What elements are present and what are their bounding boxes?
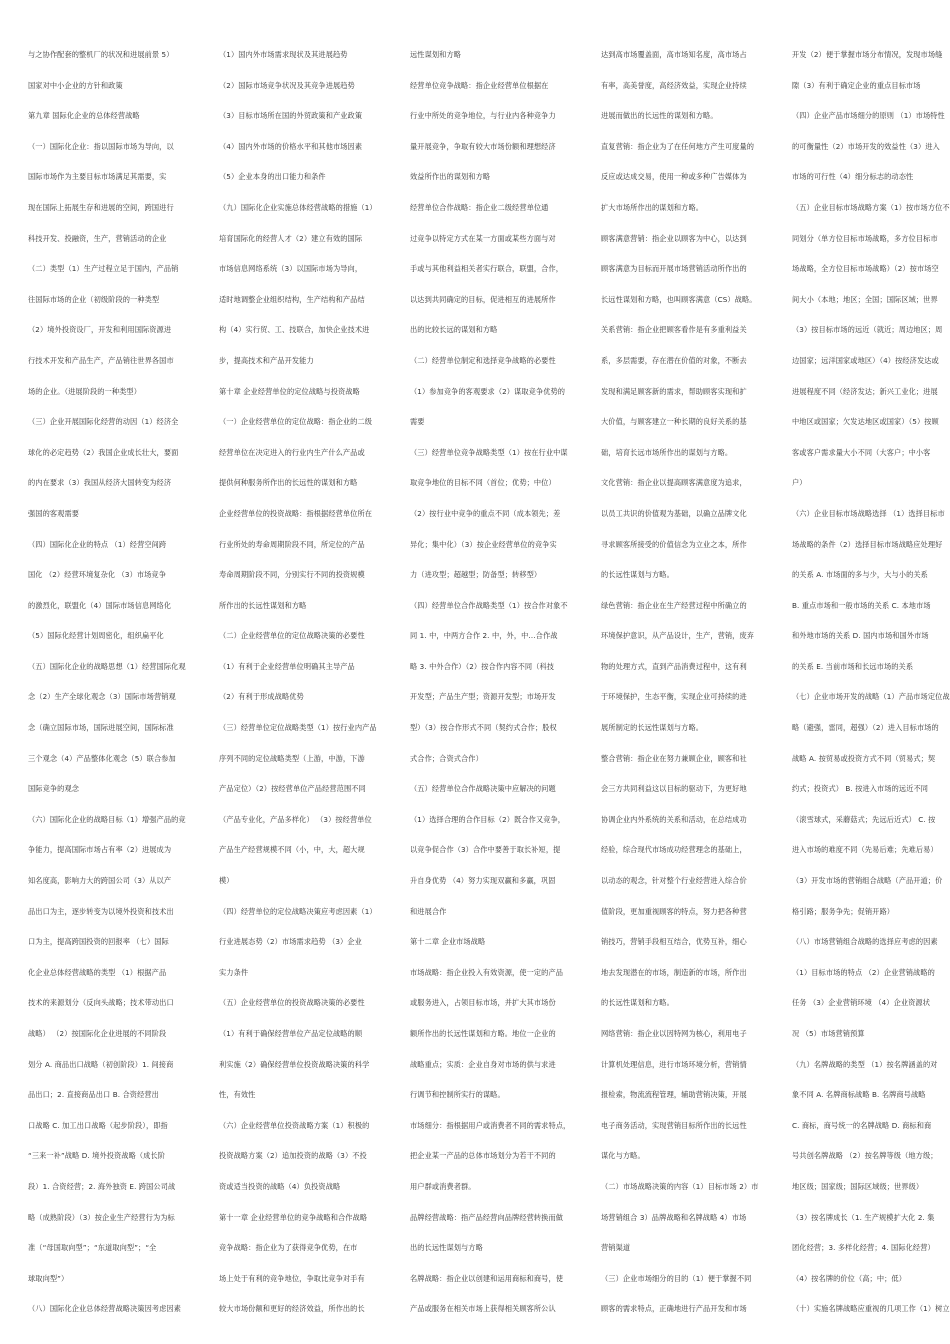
text-line: （八）国际化企业总体经营战略决策因考虑因素: [28, 1304, 182, 1314]
text-line: 式合作；合资式合作）: [410, 753, 483, 763]
text-line: 格引路；服务争先；促销开路）: [792, 906, 895, 916]
text-line: “三来一补”战略 D. 境外投资战略（成长阶: [28, 1151, 166, 1161]
text-line: 市场信息网络系统（3）以国际市场为导向，: [219, 264, 363, 274]
text-line: 值阶段，更加重视顾客的特点，努力把各种营: [601, 906, 747, 916]
text-line: 球化的必定趋势（2）我国企业成长壮大，要面: [28, 447, 179, 457]
text-line: 团化经营；3. 多样化经营；4. 国际化经营）: [792, 1243, 935, 1253]
text-line: 念（2）生产全球化观念（3）国际市场营销观: [28, 692, 176, 702]
text-line: 中地区或国家；欠发达地区或国家）（5）按顾: [792, 417, 939, 427]
text-line: （八）市场营销组合战略的选择应考虑的因素: [792, 937, 938, 947]
text-line: （4）国内外市场的价格水平和其他市场因素: [219, 141, 363, 151]
text-line: 的长远性谋划和方略。: [601, 998, 674, 1008]
text-line: 经营单位合作战略：指企业二级经营单位通: [410, 202, 549, 212]
text-line: 战略 A. 按贸易或投资方式不同（贸易式；契: [792, 753, 936, 763]
text-line: （二）类型（1）生产过程立足于国内，产品销: [28, 264, 179, 274]
text-line: （1）有利于企业经营单位明确其主导产品: [219, 661, 355, 671]
text-line: （九）国际化企业实施总体经营战略的措施（1）: [219, 202, 377, 212]
text-line: （4）按名牌的价位（高；中；低）: [792, 1273, 906, 1283]
text-line: （3）按目标市场的远近（就近；周边地区；周: [792, 325, 943, 335]
text-line: 实力条件: [219, 967, 249, 977]
text-line: 的激烈化，联盟化（4）国际市场信息网络化: [28, 600, 172, 610]
text-line: 顾客满意为目标而开展市场营销活动所作出的: [601, 264, 747, 274]
text-line: 现在国际上拓展生存和进展的空间，跨国进行: [28, 202, 174, 212]
text-line: 关系营销：指企业把顾客看作是有多重利益关: [601, 325, 747, 335]
text-line: 产品生产经营规模不同（小，中，大，超大规: [219, 845, 365, 855]
text-line: （滚雪球式，采蘑菇式；先远后近式） C. 按: [792, 814, 936, 824]
text-line: 的长远性谋划与方略。: [601, 570, 674, 580]
text-line: 扩大市场所作出的谋划和方略。: [601, 202, 704, 212]
text-line: 任务 （3）企业营销环境 （4）企业资源状: [792, 998, 931, 1008]
text-line: 地去发现潜在的市场，制造新的市场，所作出: [601, 967, 747, 977]
text-line: 的关系 A. 市场面的多与少，大与小的关系: [792, 570, 928, 580]
text-line: 同 1. 中，中两方合作 2. 中，外，中…合作战: [410, 631, 558, 641]
text-line: 于环境保护，生态平衡，实现企业可持续的进: [601, 692, 747, 702]
text-line: 网络营销：指企业以因特网为核心，利用电子: [601, 1029, 747, 1038]
text-line: 顾客满意营销：指企业以顾客为中心，以达到: [601, 233, 747, 243]
text-line: 销技巧，营销手段相互结合，优势互补，细心: [601, 937, 747, 947]
text-line: （三）经营单位竞争战略类型（1）按在行业中谋: [410, 447, 568, 457]
text-column-2: [219, 40, 402, 1344]
text-line: 争能力，提高国际市场占有率（2）进展成为: [28, 845, 172, 855]
text-line: 隙（3）有利于确定企业的重点目标市场: [792, 80, 921, 90]
text-column-4: [601, 40, 784, 1344]
text-line: 场战略的条件（2）选择目标市场战略应处理好: [792, 539, 943, 549]
text-line: 市场的可行性（4）细分标志的动态性: [792, 172, 914, 182]
text-line: 国家对中小企业的方针和政策: [28, 80, 123, 90]
text-line: 长远性谋划和方略，也叫顾客满意（CS）战略。: [601, 294, 757, 304]
text-line: （二）经营单位制定和选择竞争战略的必要性: [410, 355, 556, 365]
text-line: （四）国际化企业的特点 （1）经营空间跨: [28, 539, 167, 549]
text-line: 名牌战略：指企业以创建和运用商标和商号，使: [410, 1273, 564, 1283]
text-line: 需要: [410, 417, 425, 427]
text-line: 产品定位）（2）按经营单位产品经营范围不同: [219, 784, 366, 794]
text-line: 系，多层需要，存在潜在价值的对象，不断去: [601, 355, 747, 365]
text-line: （二）市场战略决策的内容（1）目标市场 2）市: [601, 1181, 759, 1191]
text-line: 发现和满足顾客新的需求，帮助顾客实现和扩: [601, 386, 747, 396]
text-line: 口为主，提高跨国投资的回报率 （七）国际: [28, 937, 169, 947]
text-line: 手或与其他利益相关者实行联合，联盟，合作，: [410, 264, 564, 274]
text-line: 品牌经营战略：指产品经营向品牌经营转换而做: [410, 1212, 564, 1222]
text-line: 文化营销：指企业以提高顾客满意度为追求，: [601, 478, 747, 488]
text-line: 直复营销：指企业为了在任何地方产生可度量的: [601, 141, 755, 151]
text-line: 利实施（2）确保经营单位投资战略决策的科学: [219, 1059, 370, 1069]
text-line: 况 （5）市场营销预算: [792, 1029, 865, 1038]
text-line: 效益所作出的谋划和方略: [410, 172, 491, 182]
text-line: 寻求顾客所接受的价值信念为立业之本，所作: [601, 539, 747, 549]
text-line: 顾客的需求特点，正确地进行产品开发和市场: [601, 1304, 747, 1314]
text-line: 以达到共同确定的目标，促进相互的进展所作: [410, 294, 556, 304]
text-line: （1）有利于确保经营单位产品定位战略的顺: [219, 1029, 363, 1038]
text-column-3: [410, 40, 593, 1344]
text-line: 化企业总体经营战略的类型 （1）根据产品: [28, 967, 167, 977]
text-line: 第十二章 企业市场战略: [410, 937, 486, 947]
text-line: 行业进展态势（2）市场需求趋势 （3）企业: [219, 937, 362, 947]
text-line: 口战略 C. 加工出口战略（起步阶段），即指: [28, 1120, 168, 1130]
text-line: 约式；投资式） B. 按进入市场的远近不同: [792, 784, 929, 794]
text-line: 步，提高技术和产品开发能力: [219, 355, 314, 365]
text-line: （六）企业目标市场战略选择 （1）选择目标市: [792, 508, 945, 518]
text-line: 谋化与方略。: [601, 1151, 645, 1161]
text-line: 会三方共同利益这以目标的驱动下，为更好地: [601, 784, 747, 794]
text-line: 球取向型”）: [28, 1273, 69, 1283]
text-line: 额所作出的长远性谋划和方略。地位一企业的: [410, 1029, 556, 1038]
text-line: （四）经营单位的定位战略决策应考虑因素（1）: [219, 906, 377, 916]
text-line: （3）按名牌成长（1. 生产规模扩大化 2. 集: [792, 1212, 935, 1222]
text-line: 出的长远性谋划与方略: [410, 1243, 483, 1253]
text-line: 间大小（本地；地区；全国；国际区域；世界: [792, 294, 938, 304]
text-line: 战略） （2）按国际化企业进展的不同阶段: [28, 1029, 167, 1038]
text-line: 市场战略：指企业投入有效资源，使一定的产品: [410, 967, 564, 977]
text-line: 绿色营销：指企业在生产经营过程中所确立的: [601, 600, 747, 610]
text-line: （3）开发市场的营销组合战略（产品开道；价: [792, 876, 943, 886]
text-line: 取竞争地位的目标不同（首位；优势；中位）: [410, 478, 556, 488]
text-line: （1）选择合理的合作目标（2）既合作又竞争，: [410, 814, 566, 824]
text-line: （2）境外投资设厂，开发和利用国际资源进: [28, 325, 172, 335]
text-line: 号共创名牌战略 （2）按名牌等级（地方级；: [792, 1151, 938, 1161]
text-line: 略（成熟阶段）（3）按企业生产经营行为为标: [28, 1212, 175, 1222]
text-line: 电子商务活动，实现营销目标所作出的长远性: [601, 1120, 747, 1130]
text-line: 略（避强，雷同，超强）（2）进入目标市场的: [792, 723, 939, 733]
text-line: 战略重点；实质：企业自身对市场的供与求进: [410, 1059, 556, 1069]
text-line: 经验，综合现代市场成功经营理念的基础上，: [601, 845, 747, 855]
text-line: 场上处于有利的竞争地位，争取比竞争对手有: [219, 1273, 365, 1283]
text-line: 市场细分：指根据用户或消费者不同的需求特点，: [410, 1120, 571, 1130]
text-line: （五）企业经营单位的投资战略决策的必要性: [219, 998, 365, 1008]
text-line: （5）国际化经营计划周密化，组织扁平化: [28, 631, 164, 641]
text-line: （五）企业目标市场战略方案（1）按市场方位不: [792, 202, 950, 212]
text-line: （2）有利于形成战略优势: [219, 692, 304, 702]
text-line: （六）企业经营单位投资战略方案（1）积极的: [219, 1120, 370, 1130]
text-line: 的关系 E. 当前市场和长远市场的关系: [792, 661, 914, 671]
text-line: 寿命周期阶段不同，分别实行不同的投资规模: [219, 570, 365, 580]
text-line: 计算机处理信息，进行市场环境分析，营销情: [601, 1059, 747, 1069]
text-line: 物的处理方式，直到产品消费过程中，这有利: [601, 661, 747, 671]
text-line: 边国家；远洋国家或地区）（4）按经济发达或: [792, 355, 939, 365]
text-line: 型）（3）按合作形式不同（契约式合作；股权: [410, 723, 557, 733]
text-line: 象不同 A. 名牌商标战略 B. 名牌商号战略: [792, 1090, 926, 1100]
text-line: 科技开发、投融资，生产，营销活动的企业: [28, 233, 167, 243]
text-line: 行技术开发和产品生产，产品销往世界各国市: [28, 355, 174, 365]
text-line: 提供何种服务所作出的长远性的谋划和方略: [219, 478, 358, 488]
text-line: 第九章 国际化企业的总体经营战略: [28, 111, 140, 121]
text-line: 的内在要求（3）我国从经济大国转变为经济: [28, 478, 172, 488]
text-line: （三）企业开展国际化经营的动因（1）经济全: [28, 417, 179, 427]
text-line: （三）企业市场细分的目的（1）便于掌握不同: [601, 1273, 752, 1283]
text-line: 营销渠道: [601, 1243, 631, 1253]
text-line: （三）经营单位定位战略类型（1）按行业内产品: [219, 723, 377, 733]
text-line: 以员工共识的价值观为基础，以确立品牌文化: [601, 508, 747, 518]
text-line: 量开展竞争，争取有较大市场份额和理想经济: [410, 141, 556, 151]
text-line: （四）企业产品市场细分的原则 （1）市场特性: [792, 111, 945, 121]
text-line: 行调节和控制所实行的谋略。: [410, 1090, 505, 1100]
text-line: 技术的来源划分（反向头战略；技术带动出口: [28, 998, 174, 1008]
text-line: 或服务进入，占领目标市场，并扩大其市场份: [410, 998, 556, 1008]
text-line: 进展而做出的长远性的谋划和方略。: [601, 111, 718, 121]
text-line: 过竞争以特定方式在某一方面或某些方面与对: [410, 233, 556, 243]
text-line: 准（“母国取向型”；“东道取向型”；“全: [28, 1243, 157, 1253]
text-line: 国际市场作为主要目标市场满足其需要，实: [28, 172, 167, 182]
text-line: 出的比较长远的谋划和方略: [410, 325, 498, 335]
text-line: 培育国际化的经营人才（2）建立有效的国际: [219, 233, 363, 243]
text-line: 客或客户需求量大小不同（大客户；中小客: [792, 447, 931, 457]
text-line: 所作出的长远性谋划和方略: [219, 600, 307, 610]
text-line: （产品专业化，产品多样化） （3）按经营单位: [219, 814, 372, 824]
text-line: B. 重点市场和一般市场的关系 C. 本地市场: [792, 600, 931, 610]
text-line: 第十一章 企业经营单位的竞争战略和合作战略: [219, 1212, 368, 1222]
text-line: （七）企业市场开发的战略（1）产品市场定位战: [792, 692, 950, 702]
text-line: （二）企业经营单位的定位战略决策的必要性: [219, 631, 365, 641]
text-line: 企业经营单位的投资战略：指根据经营单位所在: [219, 508, 373, 518]
text-line: 开发（2）便于掌握市场分布情况，发现市场缝: [792, 50, 943, 59]
text-line: 力（进攻型；超越型；防备型；转移型）: [410, 570, 542, 580]
text-column-1: [28, 40, 211, 1344]
text-line: C. 商标，商号统一的名牌战略 D. 商标和商: [792, 1120, 932, 1130]
text-line: （十）实施名牌战略应重视的几项工作（1）树立: [792, 1304, 950, 1314]
text-line: （2）按行业中竞争的重点不同（成本领先；差: [410, 508, 561, 518]
text-line: 异化；集中化）（3）按企业经营单位的竞争实: [410, 539, 557, 549]
text-line: 行业中所处的竞争地位，与行业内各种竞争力: [410, 111, 556, 121]
text-line: 适时地调整企业组织结构，生产结构和产品结: [219, 294, 365, 304]
text-line: （一）企业经营单位的定位战略：指企业的二级: [219, 417, 373, 427]
text-line: 展所制定的长远性谋划与方略。: [601, 723, 704, 733]
text-line: 地区级；国家级；国际区域级；世界级）: [792, 1181, 924, 1191]
text-line: 把企业某一产品的总体市场划分为若干不同的: [410, 1151, 556, 1161]
text-line: 大价值，与顾客建立一种长期的良好关系的基: [601, 417, 747, 427]
text-line: 报检索，物流流程管理，辅助营销决策，开展: [601, 1090, 747, 1100]
text-line: （五）国际化企业的战略思想（1）经营国际化观: [28, 661, 186, 671]
text-line: 性，有效性: [219, 1090, 256, 1100]
text-line: 强国的客观需要: [28, 508, 80, 518]
text-line: （五）经营单位合作战略决策中应解决的问题: [410, 784, 556, 794]
text-line: 国化 （2）经营环境复杂化 （3）市场竞争: [28, 570, 167, 580]
text-column-5: [792, 40, 950, 1344]
text-line: 升自身优势 （4）努力实现双赢和多赢，巩固: [410, 876, 556, 886]
text-line: 划分 A. 商品出口战略（初创阶段）1. 间接商: [28, 1059, 174, 1069]
text-line: （1）参加竞争的客观要求（2）谋取竞争优势的: [410, 386, 566, 396]
text-line: 反应或达成交易，使用一种或多种广告媒体为: [601, 172, 747, 182]
text-line: 构（4）实行贸、工、技联合，加快企业技术进: [219, 325, 370, 335]
text-line: 往国际市场的企业（初级阶段的一种类型: [28, 294, 160, 304]
text-line: （1）国内外市场需求现状及其进展趋势: [219, 50, 348, 59]
text-line: 产品或服务在相关市场上获得相关顾客所公认: [410, 1304, 556, 1314]
text-line: 三个观念（4）产品整体化观念（5）联合参加: [28, 753, 176, 763]
text-line: （一）国际化企业：指以国际市场为导向，以: [28, 141, 174, 151]
text-line: 户）: [792, 478, 807, 488]
text-line: （1）目标市场的特点 （2）企业营销战略的: [792, 967, 935, 977]
text-line: （5）企业本身的出口能力和条件: [219, 172, 326, 182]
text-line: 与之协作配套的整机厂的状况和进展前景 5）: [28, 50, 174, 59]
text-line: 品出口；2. 直接商品出口 B. 合资经营出: [28, 1090, 159, 1100]
text-line: 进入市场的难度不同（先易后难；先难后易）: [792, 845, 938, 855]
text-line: 远性谋划和方略: [410, 50, 462, 59]
text-line: 和进展合作: [410, 906, 447, 916]
text-line: 段）1. 合资经营；2. 海外独资 E. 跨国公司战: [28, 1181, 176, 1191]
text-line: 础，培育长远市场所作出的谋划与方略。: [601, 447, 733, 457]
text-line: 有率，高美誉度，高经济效益，实现企业持续: [601, 80, 747, 90]
text-line: （四）经营单位合作战略类型（1）按合作对象不: [410, 600, 568, 610]
text-line: 较大市场份额和更好的经济效益，所作出的长: [219, 1304, 365, 1314]
text-line: （3）目标市场所在国的外贸政策和产业政策: [219, 111, 363, 121]
text-line: 略 3. 中外合作）（2）按合作内容不同（科技: [410, 661, 555, 671]
text-line: 进展程度不同（经济发达；新兴工业化；进展: [792, 386, 938, 396]
text-line: 投资战略方案（2）追加投资的战略（3）不投: [219, 1151, 367, 1161]
text-line: 资或适当投资的战略（4）负投资战略: [219, 1181, 341, 1191]
text-line: 念（确立国际市场，国际进展空间，国际标准: [28, 723, 174, 733]
text-line: 以竞争促合作（3）合作中要善于取长补短，提: [410, 845, 561, 855]
text-line: 场营销组合 3）品牌战略和名牌战略 4）市场: [601, 1212, 747, 1222]
text-line: 经营单位竞争战略：指企业经营单位根据在: [410, 80, 549, 90]
text-line: 和外地市场的关系 D. 国内市场和国外市场: [792, 631, 929, 641]
text-line: （六）国际化企业的战略目标（1）增强产品的竞: [28, 814, 186, 824]
text-line: 知名度高，影响力大的跨国公司（3）从以产: [28, 876, 172, 886]
text-line: 开发型；产品生产型；资源开发型；市场开发: [410, 692, 556, 702]
text-line: 场的企业。（进展阶段的一种类型）: [28, 386, 142, 396]
text-line: 行业所处的寿命周期阶段不同，所定位的产品: [219, 539, 365, 549]
text-line: 序列不同的定位战略类型（上游，中游，下游: [219, 753, 365, 763]
text-line: 同划分（单方位目标市场战略，多方位目标市: [792, 233, 938, 243]
text-line: 品出口为主，逐步转变为以境外投资和技术出: [28, 906, 174, 916]
text-line: 环境保护意识，从产品设计，生产，营销，废弃: [601, 631, 755, 641]
text-line: 用户群或消费者群。: [410, 1181, 476, 1191]
text-line: 模）: [219, 876, 234, 886]
text-line: 第十章 企业经营单位的定位战略与投资战略: [219, 386, 360, 396]
text-line: 的可衡量性（2）市场开发的效益性（3）进入: [792, 141, 940, 151]
text-line: 场战略，全方位目标市场战略）（2）按市场空: [792, 264, 939, 274]
text-line: 协调企业内外系统的关系和活动，在总结成功: [601, 814, 747, 824]
text-line: 国际竞争的观念: [28, 784, 80, 794]
text-line: 达到高市场覆盖面，高市场知名度，高市场占: [601, 50, 747, 59]
text-line: （九）名牌战略的类型 （1）按名牌涵盖的对: [792, 1059, 938, 1069]
text-line: （2）国际市场竞争状况及其竞争进展趋势: [219, 80, 355, 90]
text-line: 竞争战略：指企业为了获得竞争优势，在市: [219, 1243, 358, 1253]
text-line: 以动态的观念，针对整个行业经营进入综合价: [601, 876, 747, 886]
text-line: 经营单位在决定进入的行业内生产什么产品或: [219, 447, 365, 457]
text-line: 整合营销：指企业在努力兼顾企业，顾客和社: [601, 753, 747, 763]
